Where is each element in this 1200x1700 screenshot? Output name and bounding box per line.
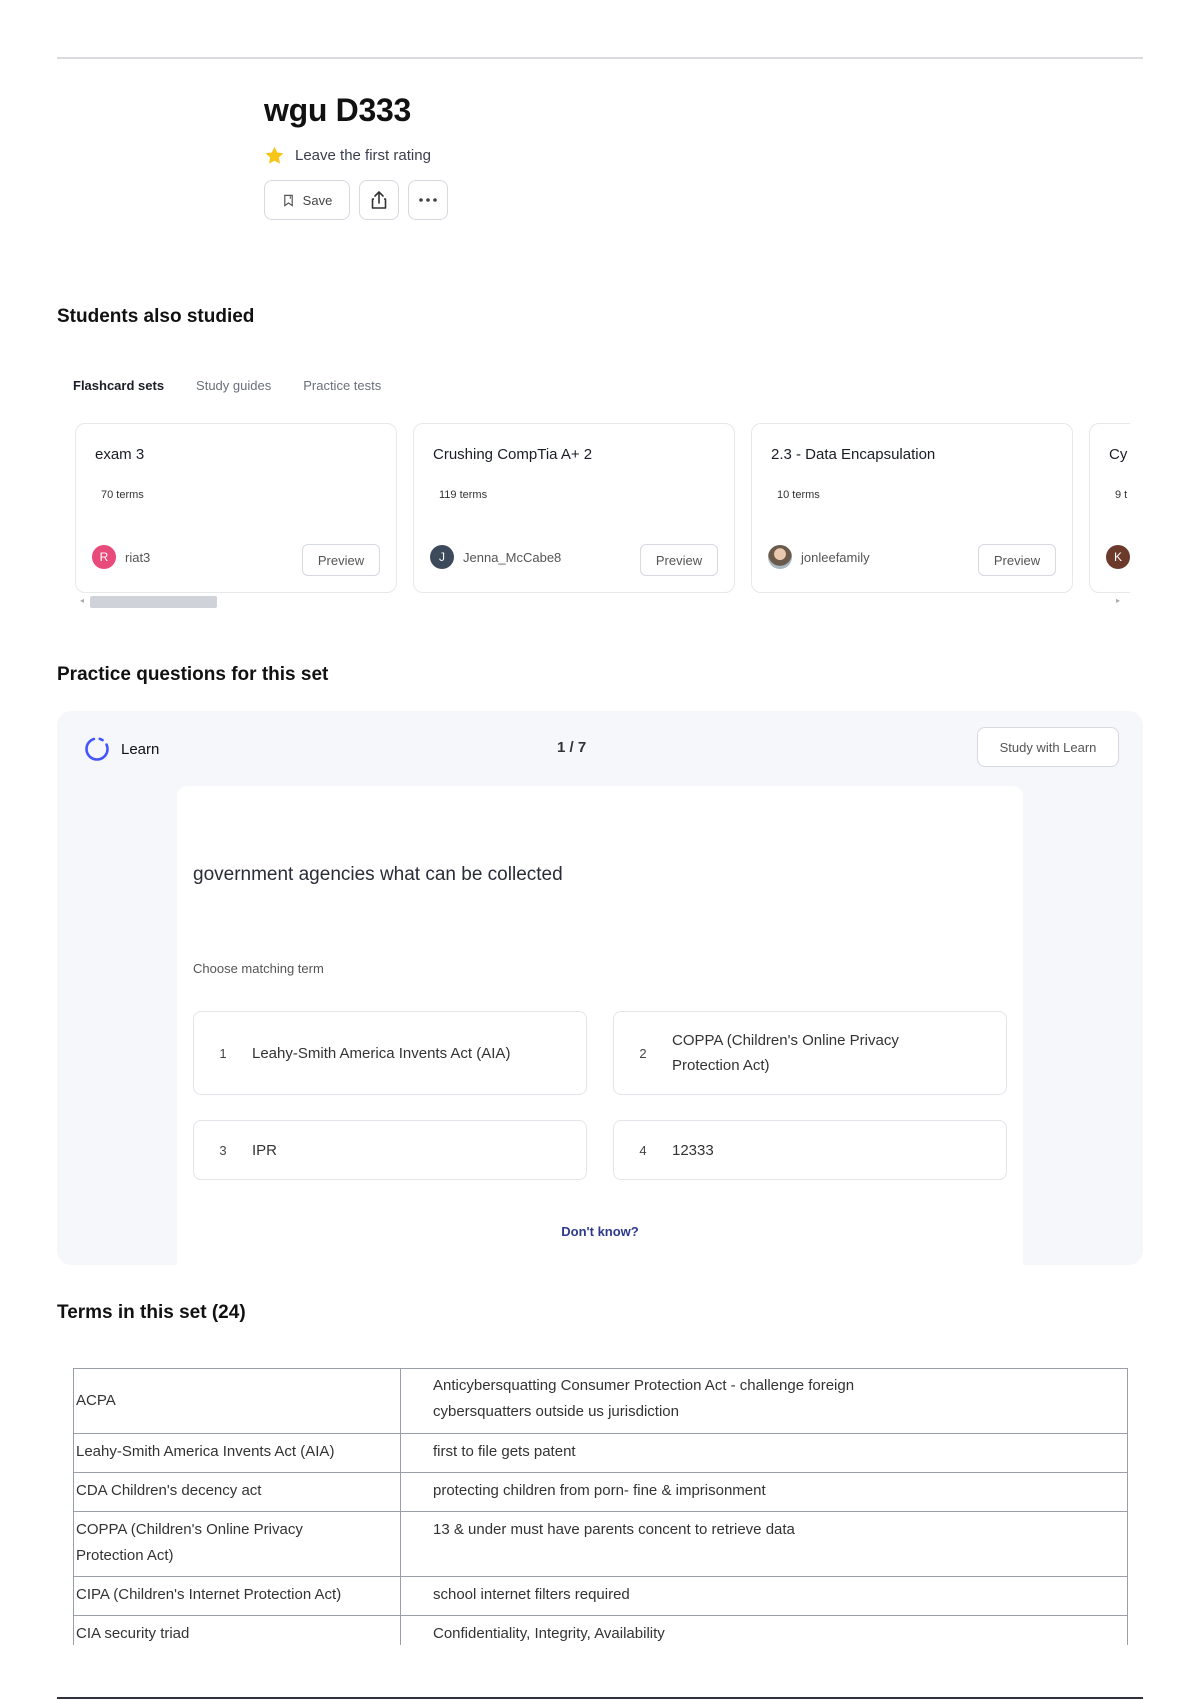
avatar: K (1106, 545, 1130, 569)
card-author[interactable] (768, 545, 870, 569)
related-set-card[interactable] (75, 423, 397, 593)
terms-table (73, 1368, 1128, 1645)
practice-questions-heading: Practice questions for this set (57, 664, 329, 685)
term-cell: CIPA (Children's Internet Protection Act) (74, 1577, 401, 1615)
study-with-learn-button[interactable]: Study with Learn (977, 727, 1119, 767)
bookmark-icon (282, 194, 295, 207)
card-terms-count: 10 terms (777, 489, 820, 501)
table-row (74, 1473, 1127, 1512)
preview-button[interactable]: Preview (640, 544, 718, 576)
card-title: 2.3 - Data Encapsulation (771, 446, 936, 463)
students-also-studied-heading: Students also studied (57, 306, 255, 327)
author-name: Jenna_McCabe8 (463, 549, 562, 565)
answer-option-4[interactable] (613, 1120, 1007, 1180)
related-set-card[interactable] (751, 423, 1073, 593)
option-number: 1 (219, 1045, 227, 1061)
card-author[interactable] (1106, 545, 1130, 569)
avatar: J (430, 545, 454, 569)
more-options-button[interactable] (408, 180, 448, 220)
related-set-card[interactable] (1089, 423, 1130, 593)
card-author[interactable] (430, 545, 561, 569)
option-text: Leahy-Smith America Invents Act (AIA) (252, 1044, 511, 1062)
learn-icon (83, 735, 111, 763)
option-text: IPR (252, 1141, 278, 1159)
author-name: jonleefamily (801, 549, 870, 565)
share-icon (369, 190, 389, 210)
avatar (768, 545, 792, 569)
scroll-left-icon[interactable]: ◂ (80, 596, 85, 605)
carousel-scrollbar[interactable] (80, 596, 1120, 608)
related-set-card[interactable] (413, 423, 735, 593)
learn-mode-label (83, 735, 159, 763)
definition-cell: Confidentiality, Integrity, Availability (433, 1625, 665, 1642)
scroll-right-icon[interactable]: ▸ (1115, 596, 1120, 605)
card-author[interactable] (92, 545, 150, 569)
table-row (74, 1434, 1127, 1473)
terms-heading: Terms in this set (24) (57, 1302, 246, 1323)
term-cell: CDA Children's decency act (74, 1473, 401, 1511)
save-label: Save (302, 192, 333, 208)
card-title: exam 3 (95, 446, 145, 463)
tab-practice-tests[interactable]: Practice tests (303, 378, 382, 393)
set-header (264, 92, 448, 220)
definition-cell: Anticybersquatting Consumer Protection Act - challenge foreign cybersquatters outside us jurisdiction (433, 1377, 855, 1420)
definition-cell: 13 & under must have parents concent to retrieve data (433, 1521, 795, 1538)
bottom-divider (57, 1697, 1143, 1699)
dont-know-link[interactable]: Don't know? (561, 1224, 639, 1239)
card-title: Cy (1109, 446, 1128, 463)
table-row (74, 1512, 1127, 1577)
rating-row[interactable] (264, 145, 448, 166)
option-text: 12333 (672, 1141, 714, 1159)
tab-flashcard-sets[interactable]: Flashcard sets (73, 378, 165, 393)
question-hint: Choose matching term (193, 961, 324, 976)
preview-button[interactable]: Preview (978, 544, 1056, 576)
avatar: R (92, 545, 116, 569)
option-number: 2 (639, 1045, 647, 1061)
term-cell: CIA security triad (74, 1616, 401, 1645)
study-tabs (73, 378, 381, 393)
question-card (177, 786, 1023, 1265)
option-text: COPPA (Children's Online Privacy Protection Act) (672, 1032, 899, 1074)
practice-panel (57, 711, 1143, 1265)
scrollbar-thumb[interactable] (90, 596, 217, 608)
term-cell: ACPA (74, 1369, 401, 1433)
option-number: 3 (219, 1142, 227, 1158)
table-row (74, 1616, 1127, 1645)
table-row (74, 1369, 1127, 1434)
star-icon (264, 145, 285, 166)
tab-study-guides[interactable]: Study guides (196, 378, 272, 393)
related-sets-carousel (73, 423, 1130, 593)
card-terms-count: 119 terms (439, 489, 488, 501)
answer-option-3[interactable] (193, 1120, 587, 1180)
action-bar (264, 180, 448, 220)
page-title: wgu D333 (264, 92, 411, 128)
term-cell: COPPA (Children's Online Privacy Protection Act) (74, 1512, 401, 1576)
answer-option-1[interactable] (193, 1011, 587, 1095)
definition-cell: first to file gets patent (433, 1443, 576, 1460)
definition-cell: protecting children from porn- fine & imprisonment (433, 1482, 766, 1499)
author-name: riat3 (125, 549, 151, 565)
top-divider (57, 57, 1143, 59)
learn-label-text: Learn (121, 740, 160, 758)
share-button[interactable] (359, 180, 399, 220)
option-number: 4 (639, 1142, 647, 1158)
term-cell: Leahy-Smith America Invents Act (AIA) (74, 1434, 401, 1472)
card-terms-count: 9 t (1115, 489, 1128, 501)
card-title: Crushing CompTia A+ 2 (433, 446, 593, 463)
rating-text: Leave the first rating (295, 147, 431, 164)
card-terms-count: 70 terms (101, 489, 144, 501)
preview-button[interactable]: Preview (302, 544, 380, 576)
more-horizontal-icon (418, 197, 438, 203)
question-counter: 1 / 7 (557, 739, 587, 756)
definition-cell: school internet filters required (433, 1586, 630, 1603)
answer-option-2[interactable] (613, 1011, 1007, 1095)
table-row (74, 1577, 1127, 1616)
question-text: government agencies what can be collected (193, 864, 563, 885)
save-button[interactable] (264, 180, 350, 220)
